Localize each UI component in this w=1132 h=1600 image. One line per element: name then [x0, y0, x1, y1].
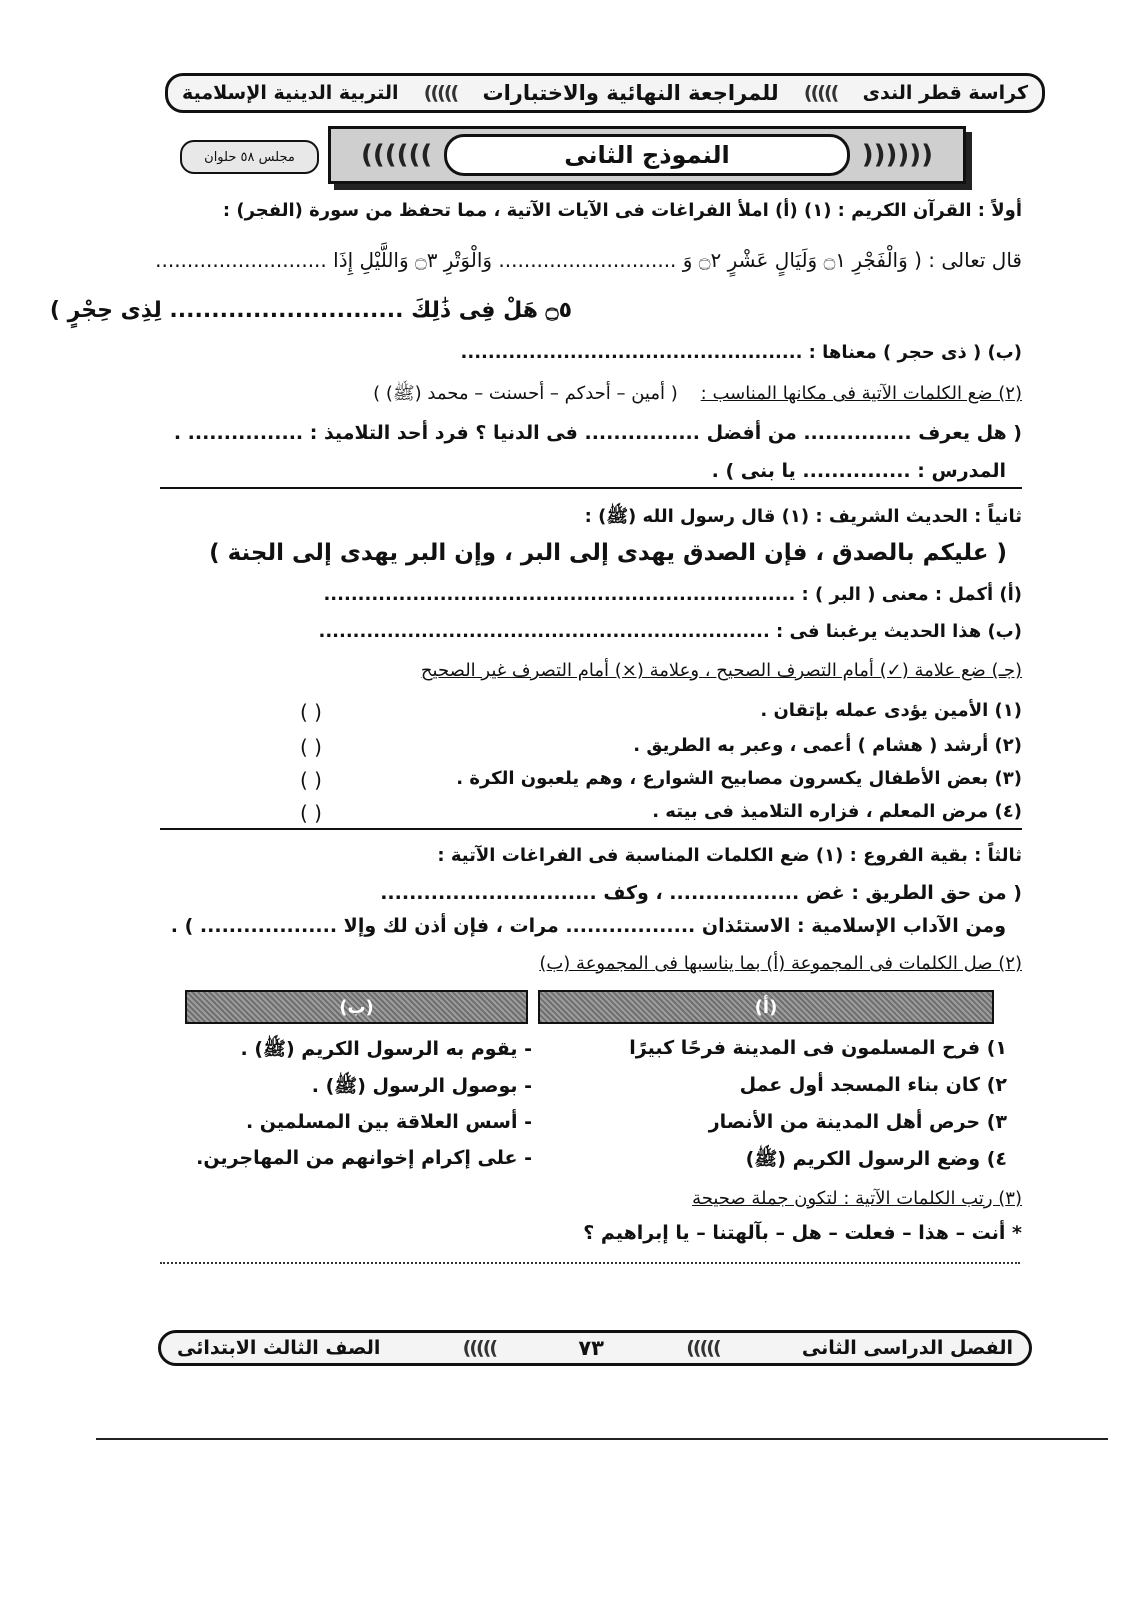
- q2-fill-line-2: المدرس : ............... يا بنى ) .: [711, 460, 1006, 482]
- section-divider: [160, 487, 1022, 489]
- order-question: (٣) رتب الكلمات الآتية : لتكون جملة صحيحة: [692, 1188, 1022, 1209]
- check-item-4: (٤) مرض المعلم ، فزاره التلاميذ فى بيته .: [652, 801, 1022, 822]
- quran-verse-line-1: قال تعالى : ( وَالْفَجْرِ ۝١ وَلَيَالٍ عَشْرٍ ۝٢ وَ ............................ وَالْوَتْرِ ۝٣ وَاللَّيْلِ إِذَا ...........................: [155, 248, 1022, 272]
- header-divider-decor: ))))): [803, 82, 838, 104]
- footer-grade: الصف الثالث الابتدائى: [177, 1337, 381, 1359]
- header-subject: التربية الدينية الإسلامية: [182, 82, 399, 104]
- answer-box-3[interactable]: ( ): [300, 768, 322, 792]
- footer-semester: الفصل الدراسى الثانى: [801, 1337, 1013, 1359]
- footer-divider-decor: ))))): [462, 1337, 497, 1359]
- group-a-item-4: ٤) وضع الرسول الكريم (ﷺ): [745, 1148, 1007, 1170]
- model-title: النموذج الثانى: [444, 134, 850, 176]
- check-item-3: (٣) بعض الأطفال يكسرون مصابيح الشوارع ، وهم يلعبون الكرة .: [456, 768, 1022, 789]
- arc-decor-left: ((((((: [361, 140, 433, 170]
- group-b-item-3: - أسس العلاقة بين المسلمين .: [245, 1111, 532, 1133]
- q2-label: (٢) ضع الكلمات الآتية فى مكانها المناسب :: [700, 383, 1022, 404]
- hadith-question-c: (جـ) ضع علامة (✓) أمام التصرف الصحيح ، وعلامة (×) أمام التصرف غير الصحيح: [420, 660, 1022, 681]
- check-item-1: (١) الأمين يؤدى عمله بإتقان .: [760, 700, 1022, 721]
- quran-heading: أولاً : القرآن الكريم : (١) (أ) املأ الفراغات فى الآيات الآتية ، مما تحفظ من سورة (الفجر) :: [222, 200, 1022, 221]
- group-a-header: (أ): [538, 990, 994, 1024]
- header-divider-decor: ))))): [423, 82, 458, 104]
- q2-fill-line-1: ( هل يعرف ............... من أفضل ................ فى الدنيا ؟ فرد أحد التلاميذ : ................ .: [173, 422, 1022, 444]
- hadith-heading: ثانياً : الحديث الشريف : (١) قال رسول الله (ﷺ) :: [584, 506, 1022, 527]
- section-divider: [160, 828, 1022, 830]
- branches-fill-line-1: ( من حق الطريق : غض .................. ، وكف ..............................: [380, 882, 1022, 904]
- q2-word-bank: ( أمين – أحدكم – أحسنت – محمد (ﷺ) ): [373, 383, 678, 404]
- footer-page-number: ٧٣: [578, 1336, 604, 1360]
- branches-heading: ثالثاً : بقية الفروع : (١) ضع الكلمات المناسبة فى الفراغات الآتية :: [437, 845, 1022, 866]
- match-question: (٢) صل الكلمات فى المجموعة (أ) بما يناسبها فى المجموعة (ب): [539, 953, 1022, 974]
- answer-box-2[interactable]: ( ): [300, 735, 322, 759]
- page-bottom-rule: [96, 1438, 1108, 1440]
- page-header: [165, 73, 1045, 113]
- group-a-item-2: ٢) كان بناء المسجد أول عمل: [739, 1074, 1007, 1096]
- page-footer: [158, 1330, 1032, 1366]
- group-b-item-2: - بوصول الرسول (ﷺ) .: [311, 1075, 532, 1097]
- quran-verse-line-2: ۝٥ هَلْ فِى ذَٰلِكَ ............................ لِذِى حِجْرٍ ): [49, 298, 572, 323]
- hadith-question-a: (أ) أكمل : معنى ( البر ) : .....................................................................: [323, 584, 1022, 605]
- group-b-item-1: - يقوم به الرسول الكريم (ﷺ) .: [240, 1038, 532, 1060]
- answer-box-1[interactable]: ( ): [300, 700, 322, 724]
- order-words: * أنت – هذا – فعلت – هل – بآلهتنا – يا إبراهيم ؟: [583, 1222, 1022, 1244]
- group-a-item-1: ١) فرح المسلمون فى المدينة فرحًا كبيرًا: [629, 1037, 1007, 1059]
- hadith-question-b: (ب) هذا الحديث يرغبنا فى : ..................................................................: [318, 621, 1022, 642]
- header-review-title: للمراجعة النهائية والاختبارات: [482, 81, 779, 105]
- quran-question-b: (ب) ( ذى حجر ) معناها : ..................................................: [460, 342, 1022, 363]
- model-title-banner: [328, 126, 966, 184]
- arc-decor-right: )))))): [861, 140, 933, 170]
- group-b-header: (ب): [185, 990, 528, 1024]
- branches-fill-line-2: ومن الآداب الإسلامية : الاستئذان .................. مرات ، فإن أذن لك وإلا ................... ) .: [170, 915, 1006, 937]
- check-item-2: (٢) أرشد ( هشام ) أعمى ، وعبر به الطريق .: [633, 735, 1022, 756]
- footer-divider-decor: ))))): [686, 1337, 720, 1359]
- group-a-item-3: ٣) حرص أهل المدينة من الأنصار: [708, 1111, 1007, 1133]
- answer-box-4[interactable]: ( ): [300, 801, 322, 825]
- hadith-text: ( عليكم بالصدق ، فإن الصدق يهدى إلى البر ، وإن البر يهدى إلى الجنة ): [209, 540, 1007, 566]
- quran-question-2: [373, 382, 1022, 408]
- group-b-item-4: - على إكرام إخوانهم من المهاجرين.: [196, 1147, 532, 1169]
- header-booklet-name: كراسة قطر الندى: [862, 82, 1028, 104]
- answer-dotted-line[interactable]: [160, 1262, 1020, 1264]
- school-stamp: مجلس ٥٨ حلوان: [180, 140, 319, 174]
